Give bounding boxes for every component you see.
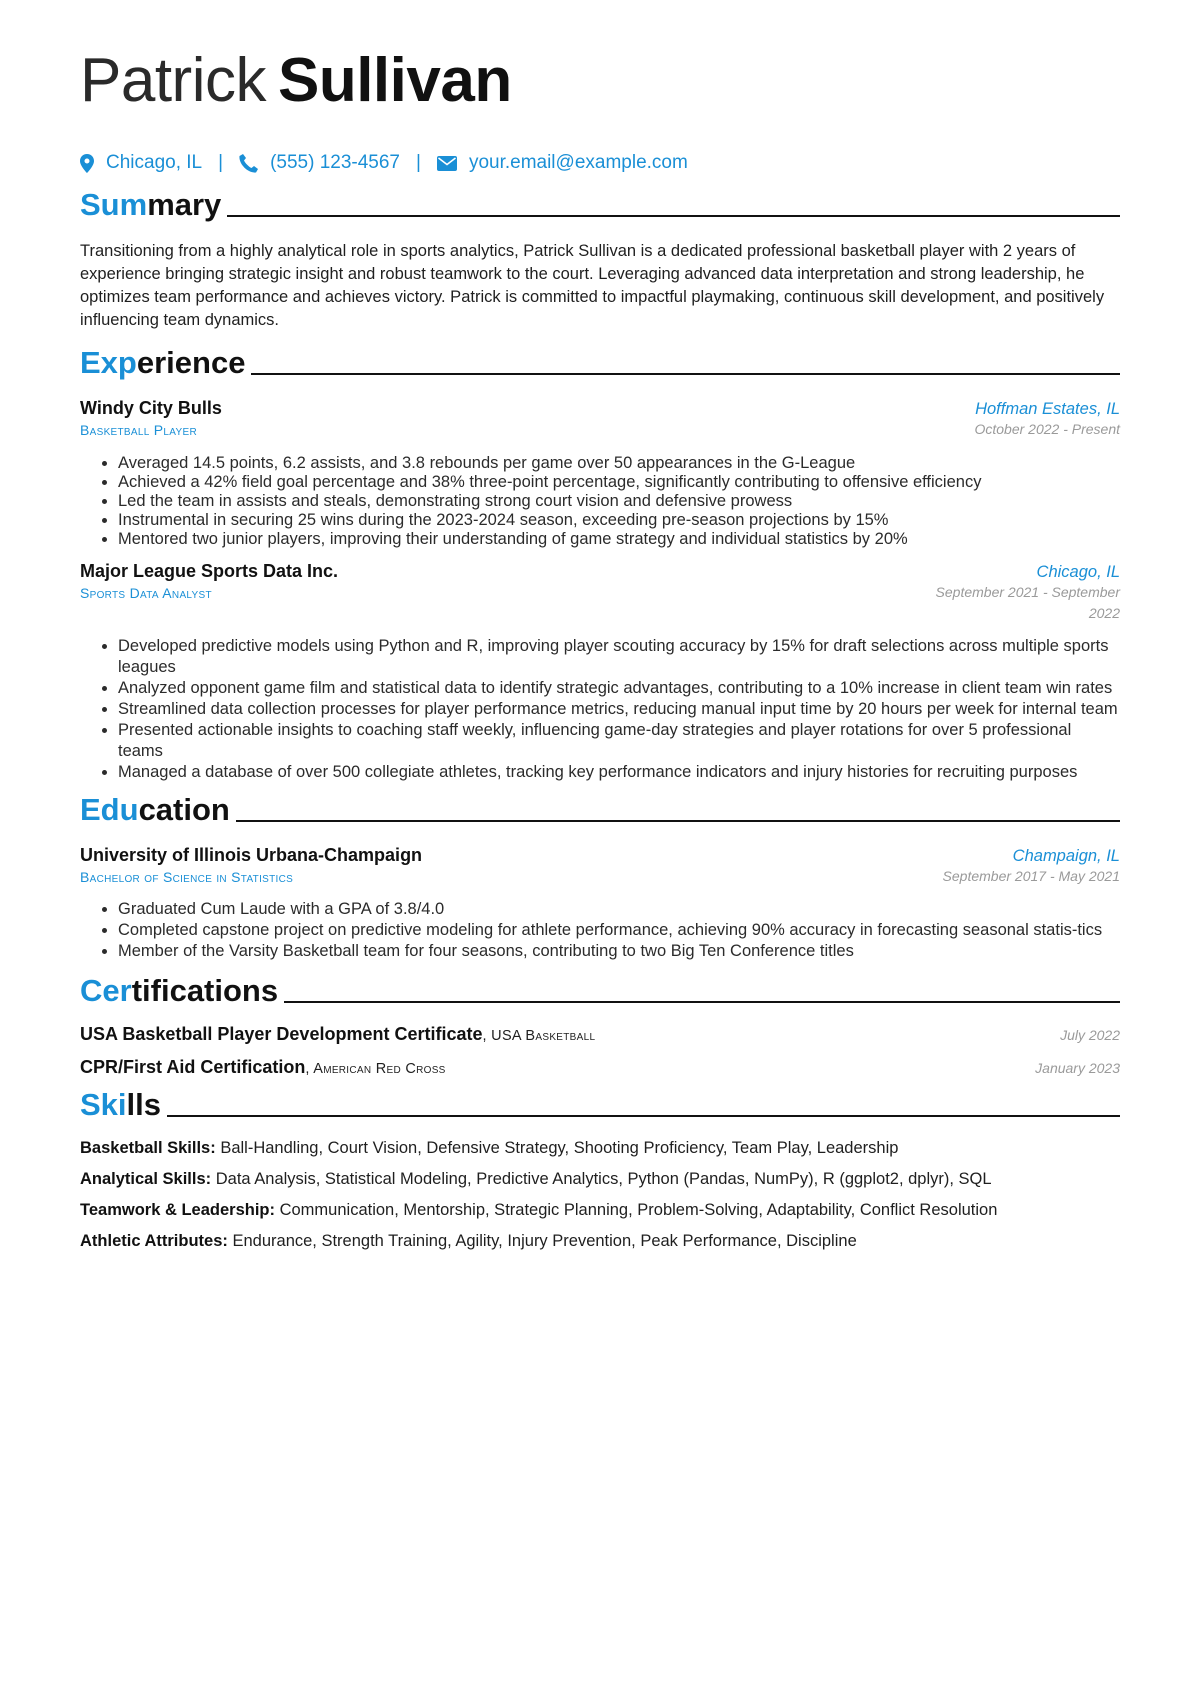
skill-label: Basketball Skills: xyxy=(80,1139,216,1157)
section-title: Experience xyxy=(80,345,246,380)
contact-phone[interactable] xyxy=(239,152,400,174)
skill-values: Data Analysis, Statistical Modeling, Predictive Analytics, Python (Pandas, NumPy), R (ggplot2, dplyr), SQL xyxy=(215,1170,992,1188)
contact-separator: | xyxy=(218,152,224,173)
list-item: • Completed capstone project on predictive modeling for athlete performance, achieving 90% accuracy in forecasting seasonal statis-tics xyxy=(118,920,1120,941)
location-text: Chicago, IL xyxy=(106,152,203,173)
entry-location: Champaign, IL xyxy=(1012,847,1120,865)
employer-name: Windy City Bulls xyxy=(80,398,222,418)
bullet-list xyxy=(80,636,1120,783)
section-header xyxy=(80,344,1120,382)
skill-label: Analytical Skills: xyxy=(80,1170,212,1188)
list-item: • Developed predictive models using Python and R, improving player scouting accuracy by 15% for draft selections across multiple sports leagues xyxy=(118,636,1120,678)
contact-separator: | xyxy=(416,152,421,173)
phone-icon xyxy=(239,154,258,173)
last-name: Sullivan xyxy=(277,46,512,115)
list-item: • Streamlined data collection processes for player performance metrics, reducing manual input time by 20 hours per week for internal team xyxy=(118,699,1120,720)
contact-line xyxy=(80,150,1120,176)
entry-date: September 2017 - May 2021 xyxy=(942,868,1120,884)
skill-values: Ball-Handling, Court Vision, Defensive Strategy, Shooting Proficiency, Team Play, Leadership xyxy=(220,1139,899,1157)
degree-title: Bachelor of Science in Statistics xyxy=(80,869,294,885)
first-name: Patrick xyxy=(80,46,266,115)
cert-date: July 2022 xyxy=(1060,1027,1120,1043)
list-item: • Managed a database of over 500 collegiate athletes, tracking key performance indicators and injury histories for recruiting purposes xyxy=(118,762,1120,783)
list-item: • Analyzed opponent game film and statistical data to identify strategic advantages, contributing to a 10% increase in client team win rates xyxy=(118,678,1120,699)
bullet-list xyxy=(80,454,1120,549)
job-title: Sports Data Analyst xyxy=(80,585,212,601)
list-item: • Led the team in assists and steals, demonstrating strong court vision and defensive prowess xyxy=(118,492,1120,511)
skill-row xyxy=(80,1138,1120,1159)
cert-issuer: USA Basketball xyxy=(491,1028,596,1044)
skill-label: Athletic Attributes: xyxy=(80,1232,228,1250)
skill-values: Endurance, Strength Training, Agility, Injury Prevention, Peak Performance, Discipline xyxy=(232,1232,857,1250)
contact-location xyxy=(80,152,202,174)
education-entry xyxy=(80,845,1120,962)
entry-date: September 2021 - September 2022 xyxy=(935,584,1120,621)
entry-location: Hoffman Estates, IL xyxy=(975,400,1120,418)
job-title: Basketball Player xyxy=(80,422,197,438)
cert-name: USA Basketball Player Development Certificate xyxy=(80,1024,483,1044)
bullet-list xyxy=(80,899,1120,962)
skill-row xyxy=(80,1169,1120,1190)
section-rule xyxy=(236,820,1120,822)
cert-issuer: American Red Cross xyxy=(313,1061,446,1077)
entry-location: Chicago, IL xyxy=(1036,563,1120,581)
employer-name: Major League Sports Data Inc. xyxy=(80,561,339,581)
section-rule xyxy=(227,215,1120,217)
summary-text: Transitioning from a highly analytical role in sports analytics, Patrick Sullivan is a dedicated professional basketball player with 2 years of experience bringing strategic insight and robust teamwork to the court. Leveraging advanced data interpretation and strong leadership, he optimizes team performance and achieves victory. Patrick is committed to impactful playmaking, continuous skill development, and positively influencing team dynamics. xyxy=(80,242,1105,329)
experience-section xyxy=(80,344,1120,783)
section-title: Certifications xyxy=(80,973,279,1008)
section-rule xyxy=(167,1115,1120,1117)
cert-comma: , xyxy=(305,1061,314,1077)
email-link: your.email@example.com xyxy=(468,152,688,173)
section-header xyxy=(80,791,1120,829)
list-item: • Averaged 14.5 points, 6.2 assists, and 3.8 rebounds per game over 50 appearances in the G-League xyxy=(118,454,1120,473)
list-item: • Member of the Varsity Basketball team for four seasons, contributing to two Big Ten Conference titles xyxy=(118,941,1120,962)
section-title: Education xyxy=(80,792,230,827)
list-item: • Achieved a 42% field goal percentage and 38% three-point percentage, significantly contributing to offensive efficiency xyxy=(118,473,1120,492)
experience-entry xyxy=(80,398,1120,549)
education-section xyxy=(80,791,1120,962)
list-item: • Presented actionable insights to coaching staff weekly, influencing game-day strategies and player rotations for over 5 professional teams xyxy=(118,720,1120,762)
section-title: Summary xyxy=(80,187,222,222)
section-header xyxy=(80,1086,1120,1124)
envelope-icon xyxy=(437,156,457,171)
certification-item xyxy=(80,1057,1120,1078)
section-rule xyxy=(284,1001,1120,1003)
skill-values: Communication, Mentorship, Strategic Planning, Problem-Solving, Adaptability, Conflict Resolution xyxy=(279,1201,998,1219)
list-item: • Mentored two junior players, improving their understanding of game strategy and individual statistics by 20% xyxy=(118,530,1120,549)
cert-date: January 2023 xyxy=(1035,1060,1120,1076)
summary-section xyxy=(80,186,1120,332)
skills-section xyxy=(80,1086,1120,1252)
entry-date: October 2022 - Present xyxy=(974,421,1120,437)
section-header xyxy=(80,972,1120,1010)
contact-email[interactable] xyxy=(437,152,688,174)
list-item: • Instrumental in securing 25 wins during the 2023-2024 season, exceeding pre-season projections by 15% xyxy=(118,511,1120,530)
section-header xyxy=(80,186,1120,224)
candidate-name xyxy=(80,40,1120,122)
map-pin-icon xyxy=(80,154,94,173)
skill-row xyxy=(80,1200,1120,1221)
section-title: Skills xyxy=(80,1087,161,1122)
certifications-section xyxy=(80,972,1120,1078)
cert-name: CPR/First Aid Certification xyxy=(80,1057,306,1077)
certification-item xyxy=(80,1024,1120,1045)
skill-label: Teamwork & Leadership: xyxy=(80,1201,275,1219)
resume-page xyxy=(80,40,1120,1252)
school-name: University of Illinois Urbana-Champaign xyxy=(80,845,423,865)
list-item: • Graduated Cum Laude with a GPA of 3.8/4.0 xyxy=(118,899,1120,920)
experience-entry xyxy=(80,561,1120,783)
phone-text: (555) 123-4567 xyxy=(270,152,400,173)
cert-comma: , xyxy=(482,1028,492,1044)
skill-row xyxy=(80,1231,1120,1252)
section-rule xyxy=(251,373,1120,375)
